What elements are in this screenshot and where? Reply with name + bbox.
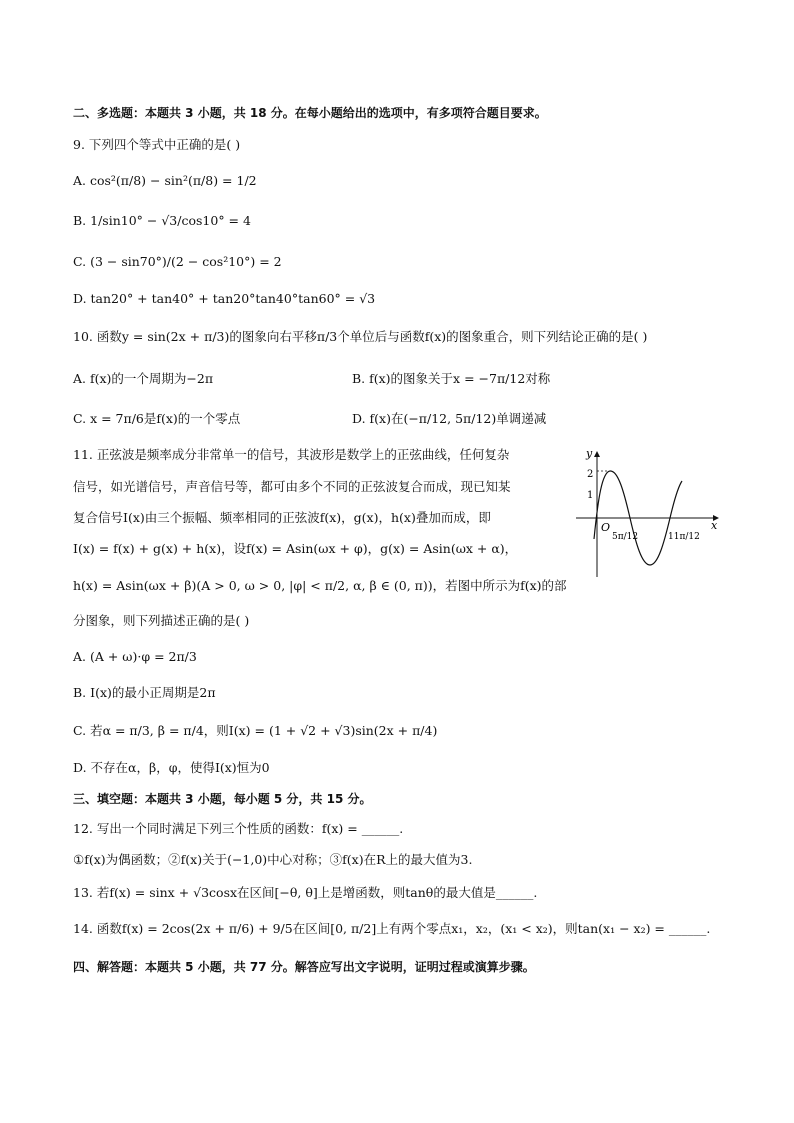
q11-line-6: 分图象，则下列描述正确的是( ) bbox=[73, 613, 250, 628]
q9-option-d: D. tan20° + tan40° + tan20°tan40°tan60° = √3 bbox=[73, 291, 376, 306]
q9-option-a: A. cos²(π/8) − sin²(π/8) = 1/2 bbox=[73, 173, 257, 188]
q11-option-d: D. 不存在α，β，φ，使得I(x)恒为0 bbox=[73, 760, 270, 775]
q9-option-b: B. 1/sin10° − √3/cos10° = 4 bbox=[73, 213, 251, 228]
q11-line-2: 信号，如光谱信号，声音信号等，都可由多个不同的正弦波复合而成，现已知某 bbox=[73, 479, 511, 494]
graph-tick-x2: 11π/12 bbox=[668, 532, 700, 542]
q11-line-1: 11. 正弦波是频率成分非常单一的信号，其波形是数学上的正弦曲线，任何复杂 bbox=[73, 447, 510, 462]
q11-option-c: C. 若α = π/3, β = π/4，则I(x) = (1 + √2 + √3)sin(2x + π/4) bbox=[73, 723, 438, 738]
graph-origin-label: O bbox=[601, 521, 611, 534]
q10-stem: 10. 函数y = sin(2x + π/3)的图象向右平移π/3个单位后与函数f(x)的图象重合，则下列结论正确的是( ) bbox=[73, 329, 648, 344]
q12-stem: 12. 写出一个同时满足下列三个性质的函数：f(x) = ______. bbox=[73, 821, 404, 836]
q9-stem: 9. 下列四个等式中正确的是( ) bbox=[73, 137, 241, 152]
q11-line-5: h(x) = Asin(ωx + β)(A > 0, ω > 0, |φ| < π/2, α, β ∈ (0, π))，若图中所示为f(x)的部 bbox=[73, 578, 567, 593]
q10-option-a: A. f(x)的一个周期为−2π bbox=[73, 371, 214, 386]
q12-properties: ①f(x)为偶函数；②f(x)关于(−1,0)中心对称；③f(x)在R上的最大值为3. bbox=[73, 852, 473, 867]
q9-option-c: C. (3 − sin70°)/(2 − cos²10°) = 2 bbox=[73, 254, 282, 269]
q11-option-b: B. I(x)的最小正周期是2π bbox=[73, 685, 216, 700]
section-heading-solutions: 四、解答题：本题共 5 小题，共 77 分。解答应写出文字说明，证明过程或演算步骤。 bbox=[73, 960, 535, 974]
q11-line-4: I(x) = f(x) + g(x) + h(x)，设f(x) = Asin(ωx + φ)，g(x) = Asin(ωx + α)， bbox=[73, 541, 518, 556]
q10-option-b: B. f(x)的图象关于x = −7π/12对称 bbox=[352, 371, 551, 386]
section-heading-fill-in: 三、填空题：本题共 3 小题，每小题 5 分，共 15 分。 bbox=[73, 792, 372, 806]
q11-option-a: A. (A + ω)·φ = 2π/3 bbox=[73, 649, 197, 664]
q14-stem: 14. 函数f(x) = 2cos(2x + π/6) + 9/5在区间[0, π/2]上有两个零点x₁，x₂，(x₁ < x₂)，则tan(x₁ − x₂) = ______. bbox=[73, 921, 711, 936]
q13-stem: 13. 若f(x) = sinx + √3cosx在区间[−θ, θ]上是增函数，则tanθ的最大值是______. bbox=[73, 885, 538, 900]
graph-y-label: y bbox=[586, 447, 593, 460]
sine-graph-figure bbox=[574, 447, 724, 582]
graph-tick-x1: 5π/12 bbox=[612, 532, 639, 542]
q10-option-d: D. f(x)在(−π/12, 5π/12)单调递减 bbox=[352, 411, 547, 426]
section-heading-multiple-choice: 二、多选题：本题共 3 小题，共 18 分。在每小题给出的选项中，有多项符合题目要求。 bbox=[73, 106, 547, 120]
graph-tick-y1: 1 bbox=[587, 490, 594, 501]
graph-tick-y2: 2 bbox=[587, 469, 594, 480]
graph-x-label: x bbox=[711, 519, 718, 532]
q11-line-3: 复合信号I(x)由三个振幅、频率相同的正弦波f(x)，g(x)，h(x)叠加而成，即 bbox=[73, 510, 491, 525]
q10-option-c: C. x = 7π/6是f(x)的一个零点 bbox=[73, 411, 241, 426]
